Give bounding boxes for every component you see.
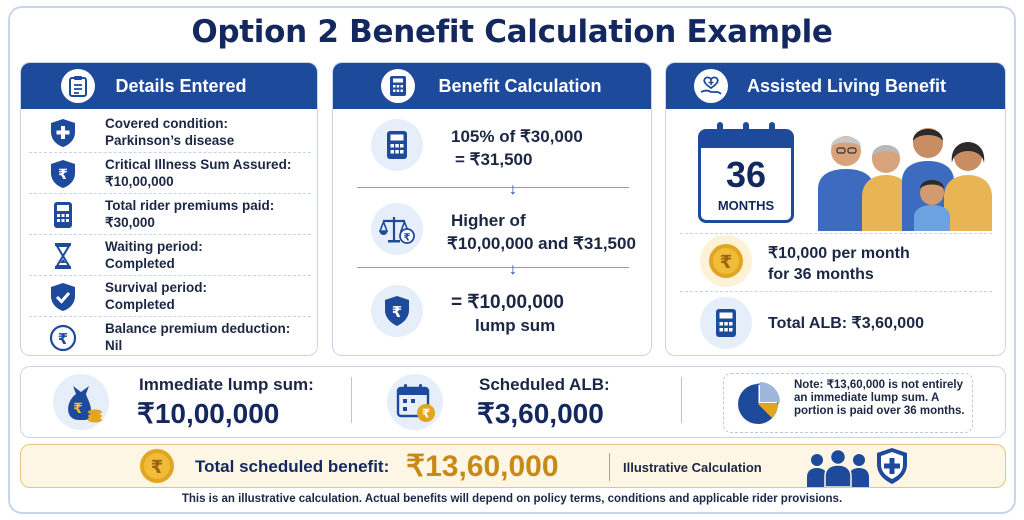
detail-label: Critical Illness Sum Assured: [105,157,292,172]
total-value: ₹13,60,000 [406,450,559,483]
detail-row-balance [29,318,311,356]
detail-row-waiting [29,236,311,276]
arrow-down-icon: ↓ [509,261,517,278]
alb-monthly [768,243,910,285]
calculator-icon [371,119,423,171]
calendar-ring [769,122,775,138]
calc-step-1-line1: 105% of ₹30,000 [451,127,583,146]
calendar-ring [743,122,749,138]
disclaimer-footer: This is an illustrative calculation. Actual benefits will depend on policy terms, conditions and applicable rider provisions. [181,493,843,505]
people-group-icon [803,447,873,488]
svg-text:₹: ₹ [73,401,83,417]
summary-divider [351,377,352,423]
note-box [723,373,973,433]
alb-panel [665,62,1006,356]
calculator-icon [381,69,415,103]
total-strip [20,444,1006,488]
calculator-icon [700,297,752,349]
money-bag-icon [53,374,109,430]
lump-sum-value: ₹10,00,000 [137,398,280,429]
svg-text:₹: ₹ [719,252,733,273]
detail-label: Covered condition: [105,116,229,131]
calculation-panel [332,62,652,356]
svg-text:₹: ₹ [391,303,403,321]
alb-monthly-line1: ₹10,000 per month [768,245,910,262]
detail-value: Completed [105,297,175,312]
detail-value: Nil [105,338,123,353]
svg-text:₹: ₹ [57,330,69,348]
calendar-ring [717,122,723,138]
alb-total: Total ALB: ₹3,60,000 [768,315,924,332]
detail-row-premiums [29,195,311,235]
calc-step-1-line2: = ₹31,500 [455,150,533,169]
alb-monthly-line2: for 36 months [768,266,874,283]
calc-step-3 [451,291,564,337]
detail-value: Parkinson’s disease [105,133,235,148]
detail-row-condition [29,113,311,153]
detail-label: Total rider premiums paid: [105,198,275,213]
alb-divider [680,291,992,292]
total-label: Total scheduled benefit: [195,457,390,476]
calendar-number: 36 [725,154,767,195]
detail-row-sum-assured [29,154,311,194]
lump-sum-label: Immediate lump sum: [139,375,314,394]
family-illustration [804,117,1000,231]
alb-divider [680,233,992,234]
shield-check-icon [49,282,77,312]
detail-label: Balance premium deduction: [105,321,291,336]
svg-text:₹: ₹ [150,457,164,478]
calc-divider [357,267,629,268]
calc-step-3-line2: lump sum [475,316,556,335]
calculator-icon [49,200,77,230]
calendar-label: MONTHS [717,198,775,213]
total-divider [609,453,610,481]
summary-divider [681,377,682,423]
calc-step-2-line1: Higher of [451,211,526,230]
shield-plus-icon [875,447,909,488]
note-text: Note: ₹13,60,000 is not entirely an immediate lump sum. A portion is paid over 36 months. [794,379,965,417]
calc-step-3-line1: = ₹10,00,000 [451,292,564,313]
arrow-down-icon: ↓ [509,181,517,198]
rupee-shield-icon [49,159,77,189]
details-header [21,63,317,109]
total-note: Illustrative Calculation [623,460,762,475]
scales-icon [371,203,423,255]
detail-label: Waiting period: [105,239,203,254]
shield-plus-icon [49,118,77,148]
details-panel [20,62,318,356]
details-heading: Details Entered [115,75,247,96]
svg-text:₹: ₹ [403,232,411,244]
calculation-header [333,63,651,109]
calendar-rupee-icon [387,374,443,430]
heart-hand-icon [694,69,728,103]
scheduled-alb-label: Scheduled ALB: [479,375,610,394]
alb-header [666,63,1005,109]
detail-value: ₹30,000 [105,215,155,230]
pie-chart-icon [732,382,784,431]
detail-label: Survival period: [105,280,208,295]
rupee-coin-icon [49,323,77,353]
svg-text:₹: ₹ [421,406,431,421]
rupee-shield-icon [371,285,423,337]
alb-heading: Assisted Living Benefit [746,75,947,96]
calc-step-2-line2: ₹10,00,000 and ₹31,500 [447,234,636,253]
scheduled-alb-value: ₹3,60,000 [477,398,604,429]
detail-value: Completed [105,256,175,271]
svg-text:₹: ₹ [58,167,68,183]
calculation-heading: Benefit Calculation [438,75,602,96]
gold-coin-icon [700,235,752,287]
page-title: Option 2 Benefit Calculation Example [191,14,833,50]
detail-row-survival [29,277,311,317]
calendar-icon [698,129,794,223]
gold-coin-icon [139,448,175,488]
hourglass-icon [49,241,77,271]
calc-step-2 [447,209,636,255]
detail-value: ₹10,00,000 [105,174,174,189]
clipboard-icon [61,69,95,103]
calc-divider [357,187,629,188]
calc-step-1 [451,125,583,171]
summary-strip [20,366,1006,438]
